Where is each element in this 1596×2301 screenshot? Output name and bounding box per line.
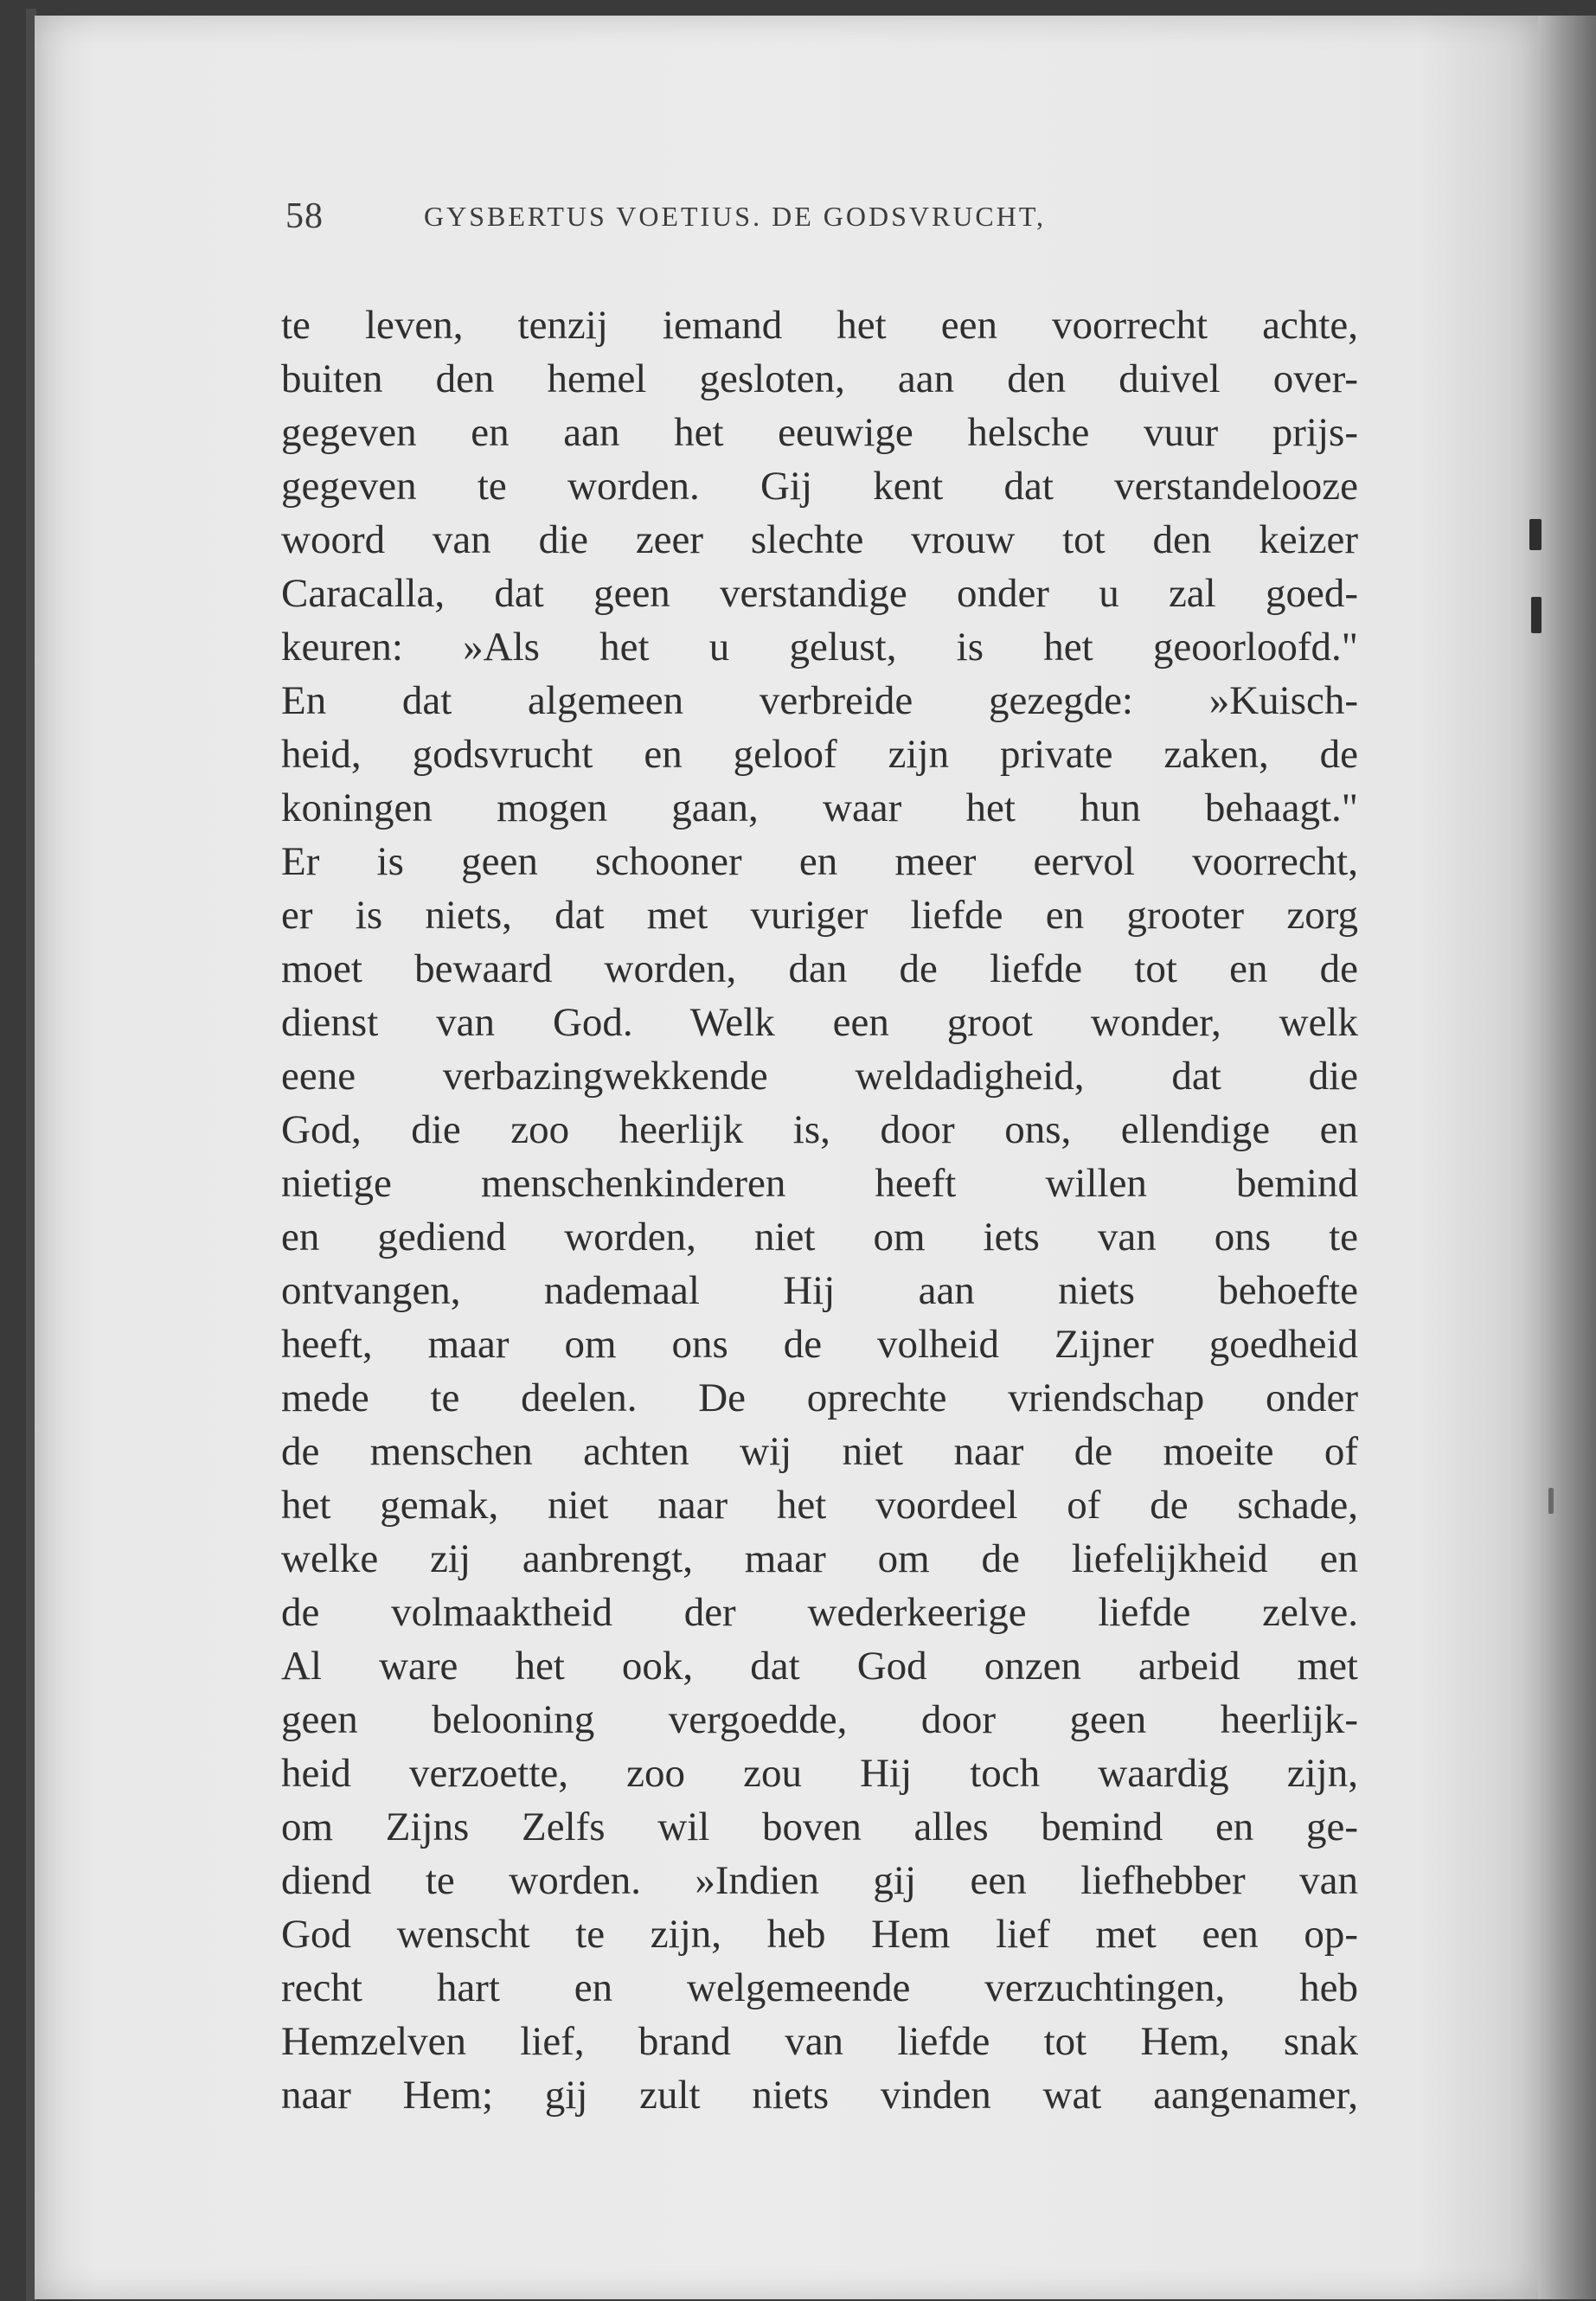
text-line: keuren: »Als het u gelust, is het geoorloofd." <box>281 625 1358 670</box>
text-line: welke zij aanbrengt, maar om de liefelijkheid en <box>281 1536 1358 1581</box>
text-line: om Zijns Zelfs wil boven alles bemind en ge- <box>281 1804 1358 1849</box>
text-line: heid verzoette, zoo zou Hij toch waardig zijn, <box>281 1751 1358 1796</box>
text-line: Er is geen schooner en meer eervol voorrecht, <box>281 839 1358 884</box>
text-line: de menschen achten wij niet naar de moeite of <box>281 1429 1358 1474</box>
text-line: heid, godsvrucht en geloof zijn private zaken, de <box>281 732 1358 777</box>
text-line: God, die zoo heerlijk is, door ons, ellendige en <box>281 1107 1358 1152</box>
page-header <box>285 195 1358 247</box>
text-line: en gediend worden, niet om iets van ons te <box>281 1215 1358 1259</box>
text-line: Caracalla, dat geen verstandige onder u zal goed- <box>281 571 1358 616</box>
text-line: het gemak, niet naar het voordeel of de schade, <box>281 1483 1358 1528</box>
text-line: ontvangen, nademaal Hij aan niets behoefte <box>281 1268 1358 1313</box>
ink-spot <box>1529 519 1542 550</box>
text-line: de volmaaktheid der wederkeerige liefde zelve. <box>281 1590 1358 1635</box>
body-text <box>281 298 1358 2122</box>
text-line: gegeven te worden. Gij kent dat verstandelooze <box>281 464 1358 509</box>
text-line: dienst van God. Welk een groot wonder, welk <box>281 1000 1358 1045</box>
ink-spot <box>1531 597 1542 633</box>
text-line: geen belooning vergoedde, door geen heerlijk- <box>281 1697 1358 1742</box>
text-line: buiten den hemel gesloten, aan den duivel over- <box>281 356 1358 401</box>
text-line: te leven, tenzij iemand het een voorrecht achte, <box>281 303 1358 348</box>
text-line: er is niets, dat met vuriger liefde en grooter zorg <box>281 893 1358 938</box>
text-line: Al ware het ook, dat God onzen arbeid met <box>281 1644 1358 1689</box>
text-line: eene verbazingwekkende weldadigheid, dat die <box>281 1054 1358 1099</box>
text-line: woord van die zeer slechte vrouw tot den keizer <box>281 517 1358 562</box>
text-line: diend te worden. »Indien gij een liefhebber van <box>281 1858 1358 1903</box>
ink-spot <box>1548 1488 1554 1514</box>
running-head: GYSBERTUS VOETIUS. DE GODSVRUCHT, <box>424 201 1047 232</box>
page-number: 58 <box>285 196 324 236</box>
text-line: En dat algemeen verbreide gezegde: »Kuisch- <box>281 678 1358 723</box>
text-line: koningen mogen gaan, waar het hun behaagt." <box>281 785 1358 830</box>
text-line: heeft, maar om ons de volheid Zijner goedheid <box>281 1322 1358 1367</box>
text-line: naar Hem; gij zult niets vinden wat aangenamer, <box>281 2073 1358 2118</box>
text-line: nietige menschenkinderen heeft willen bemind <box>281 1161 1358 1206</box>
text-line: mede te deelen. De oprechte vriendschap onder <box>281 1375 1358 1420</box>
text-line: moet bewaard worden, dan de liefde tot en de <box>281 946 1358 991</box>
text-line: Hemzelven lief, brand van liefde tot Hem, snak <box>281 2019 1358 2064</box>
book-spine-shadow <box>1538 16 1596 2299</box>
text-line: gegeven en aan het eeuwige helsche vuur prijs- <box>281 410 1358 455</box>
text-line: recht hart en welgemeende verzuchtingen, heb <box>281 1965 1358 2010</box>
text-line: God wenscht te zijn, heb Hem lief met een op- <box>281 1912 1358 1957</box>
